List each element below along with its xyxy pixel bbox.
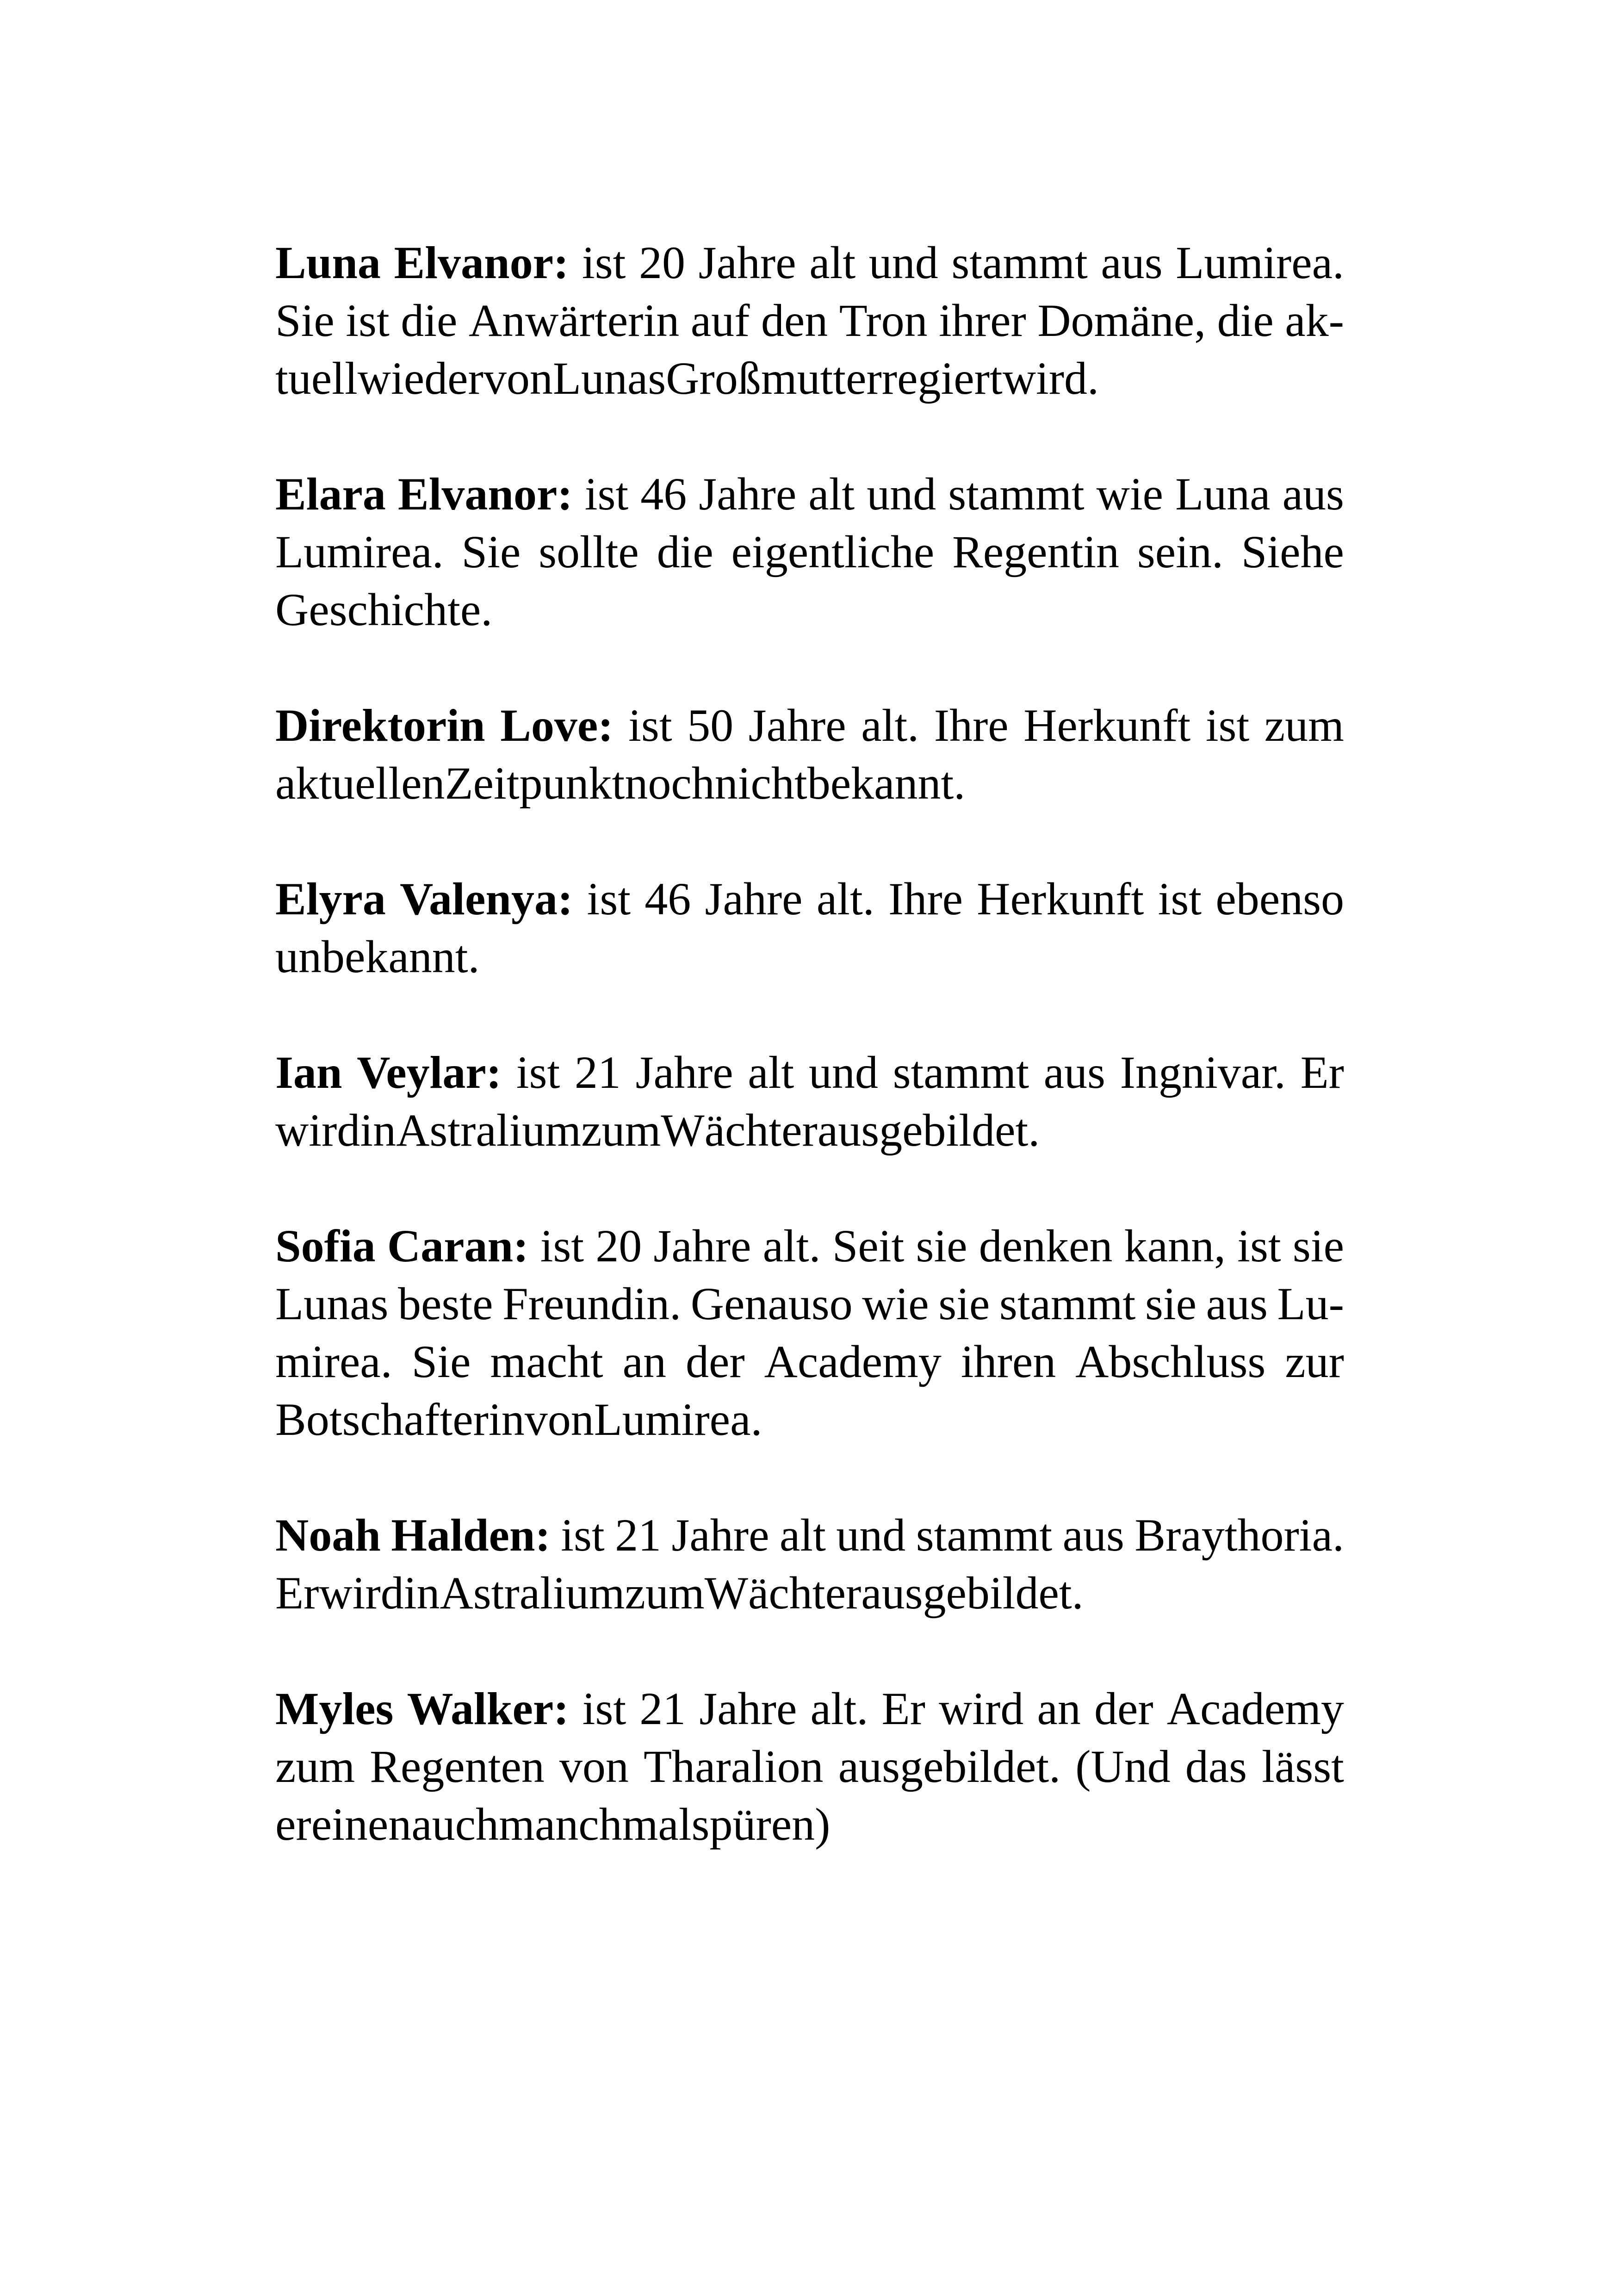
description-word: der (685, 1336, 745, 1387)
description-word: Freundin. (502, 1278, 682, 1329)
description-word: Luna (1175, 468, 1271, 520)
text-line (275, 754, 1344, 812)
description-word: nicht (714, 757, 807, 809)
description-word: Regentin (952, 526, 1120, 577)
description-word: 21 (639, 1683, 686, 1734)
text-line (275, 1795, 1344, 1853)
description-word: und (808, 1047, 878, 1098)
description-word: sollte (539, 526, 639, 577)
description-word: Braythoria. (1134, 1509, 1344, 1561)
description-word: wie (1096, 468, 1164, 520)
description-word: auch (411, 1799, 499, 1850)
text-line (275, 1275, 1344, 1333)
description-word: Botschafterin (275, 1394, 525, 1445)
description-word: und (867, 468, 936, 520)
description-word: Jahre (705, 873, 803, 925)
text-line (275, 1680, 1344, 1738)
description-word: und (836, 1509, 906, 1561)
character-entry (275, 234, 1344, 407)
description-word: in (403, 1567, 440, 1619)
description-word: Geschichte. (275, 584, 493, 635)
description-word: wieder (357, 353, 484, 404)
description-word: ist (540, 1220, 584, 1272)
description-word: von (483, 353, 553, 404)
description-word: ist (1158, 873, 1202, 925)
text-line (275, 1390, 1344, 1448)
description-word: Er (275, 1567, 319, 1619)
character-name-word: Sofia (275, 1220, 376, 1272)
text-line (275, 1564, 1344, 1622)
description-word: ausgebildet. (838, 1741, 1061, 1792)
description-word: Lumirea. (275, 526, 444, 577)
character-name-word: Halden: (391, 1509, 551, 1561)
description-word: Zeitpunkt (445, 757, 625, 809)
description-word: in (360, 1105, 397, 1156)
description-word: ist (582, 1683, 626, 1734)
description-word: eigentliche (731, 526, 935, 577)
description-word: Academy (764, 1336, 942, 1387)
description-word: Wächter (661, 1105, 818, 1156)
description-word: sie (916, 1220, 967, 1272)
description-word: Jahre (699, 1683, 797, 1734)
description-word: stammt (916, 1509, 1053, 1561)
description-word: wie (862, 1278, 929, 1329)
description-word: aus (1043, 1047, 1105, 1098)
description-word: alt. (810, 1683, 868, 1734)
text-line (275, 234, 1344, 292)
description-word: sein. (1137, 526, 1223, 577)
text-line (275, 1217, 1344, 1275)
description-word: 46 (640, 468, 687, 520)
description-word: wird (319, 1567, 404, 1619)
text-line (275, 523, 1344, 581)
description-word: Tron (839, 295, 928, 346)
description-word: Abschluss (1075, 1336, 1266, 1387)
description-word: ebenso (1215, 873, 1344, 925)
description-word: Jahre (748, 700, 846, 751)
description-word: Herkunft (1023, 700, 1191, 751)
character-entry (275, 1680, 1344, 1853)
description-word: ist (561, 1509, 605, 1561)
character-name-word: Walker: (407, 1683, 569, 1734)
description-word: Domäne, (1037, 295, 1206, 346)
description-word: Lunas (275, 1278, 389, 1329)
description-word: alt. (816, 873, 874, 925)
description-word: noch (625, 757, 715, 809)
description-word: alt (748, 1047, 794, 1098)
character-list (275, 234, 1344, 1911)
description-word: an (1037, 1683, 1081, 1734)
description-word: Astralium (396, 1105, 582, 1156)
description-word: stammt (948, 468, 1085, 520)
description-word: 21 (615, 1509, 662, 1561)
description-word: einen (311, 1799, 412, 1850)
description-word: wird. (1002, 353, 1099, 404)
description-word: Ihre (888, 873, 963, 925)
description-word: macht (490, 1336, 603, 1387)
description-word: Seit (832, 1220, 905, 1272)
description-word: wird (275, 1105, 360, 1156)
description-word: Großmutter (666, 353, 882, 404)
character-name-word: Noah (275, 1509, 381, 1561)
description-word: Er (881, 1683, 925, 1734)
description-word: bekannt. (807, 757, 966, 809)
description-word: Sie (461, 526, 521, 577)
character-name-word: Luna (275, 237, 381, 288)
description-word: denken (979, 1220, 1113, 1272)
description-word: die (1217, 295, 1274, 346)
text-line (275, 349, 1344, 407)
description-word: Jahre (671, 1509, 769, 1561)
description-word: ihren (961, 1336, 1056, 1387)
character-name-word: Ian (275, 1047, 342, 1098)
description-word: Sie (275, 295, 335, 346)
description-word: Astralium (440, 1567, 625, 1619)
description-word: ist (582, 237, 626, 288)
text-line (275, 1506, 1344, 1564)
description-word: 20 (639, 237, 685, 288)
description-word: auf (690, 295, 750, 346)
description-word: lässt (1262, 1741, 1344, 1792)
description-word: ist (1205, 700, 1250, 751)
description-word: von (559, 1741, 629, 1792)
description-word: 46 (645, 873, 691, 925)
character-name-word: Elyra (275, 873, 386, 925)
text-line (275, 1738, 1344, 1795)
description-word: beste (397, 1278, 493, 1329)
description-word: ist (516, 1047, 560, 1098)
description-word: mirea. (275, 1336, 392, 1387)
description-word: Lunas (552, 353, 666, 404)
description-word: aktuellen (275, 757, 445, 809)
text-line (275, 1101, 1344, 1159)
character-name-word: Elvanor: (397, 468, 573, 520)
text-line (275, 1043, 1344, 1101)
description-word: unbekannt. (275, 931, 480, 982)
description-word: sie (1145, 1278, 1197, 1329)
description-word: ihrer (939, 295, 1026, 346)
description-word: alt (808, 468, 855, 520)
description-word: ist (587, 873, 631, 925)
description-word: zum (275, 1741, 355, 1792)
description-word: die (401, 295, 458, 346)
description-word: manchmal (499, 1799, 692, 1850)
description-word: ausgebildet. (817, 1105, 1040, 1156)
text-line (275, 292, 1344, 349)
description-word: (Und (1075, 1741, 1171, 1792)
character-name-word: Elara (275, 468, 386, 520)
character-name-word: Valenya: (400, 873, 573, 925)
description-word: stammt (951, 237, 1088, 288)
description-word: Lumirea. (1176, 237, 1344, 288)
description-word: alt. (763, 1220, 821, 1272)
description-word: zum (1264, 700, 1344, 751)
description-word: der (1094, 1683, 1153, 1734)
text-line (275, 1333, 1344, 1390)
character-entry (275, 870, 1344, 986)
description-word: zum (625, 1567, 705, 1619)
character-name-word: Veylar: (357, 1047, 502, 1098)
description-word: Tharalion (643, 1741, 824, 1792)
description-word: alt (809, 237, 856, 288)
description-word: aus (1062, 1509, 1124, 1561)
description-word: Ihre (934, 700, 1009, 751)
description-word: an (622, 1336, 667, 1387)
description-word: zum (581, 1105, 661, 1156)
description-word: zur (1285, 1336, 1344, 1387)
description-word: Regenten (370, 1741, 545, 1792)
description-word: er (275, 1799, 311, 1850)
character-entry (275, 1506, 1344, 1622)
text-line (275, 870, 1344, 928)
text-line (275, 928, 1344, 986)
description-word: Er (1300, 1047, 1344, 1098)
description-word: aus (1101, 237, 1163, 288)
description-word: Jahre (635, 1047, 733, 1098)
description-word: die (657, 526, 713, 577)
description-word: regiert (881, 353, 1003, 404)
description-word: aus (1206, 1278, 1268, 1329)
description-word: ak- (1285, 295, 1344, 346)
character-entry (275, 1217, 1344, 1448)
description-word: Ingnivar. (1120, 1047, 1286, 1098)
description-word: und (868, 237, 938, 288)
description-word: kann, (1124, 1220, 1226, 1272)
description-word: Lumirea. (594, 1394, 763, 1445)
description-word: von (524, 1394, 594, 1445)
description-word: alt (779, 1509, 826, 1561)
description-word: spüren) (691, 1799, 831, 1850)
description-word: stammt (893, 1047, 1029, 1098)
description-word: 50 (687, 700, 734, 751)
description-word: Genauso (690, 1278, 853, 1329)
description-word: Jahre (698, 237, 796, 288)
description-word: ist (628, 700, 672, 751)
character-name-word: Love: (500, 700, 614, 751)
description-word: 20 (595, 1220, 642, 1272)
description-word: sie (1292, 1220, 1344, 1272)
description-word: Siehe (1241, 526, 1344, 577)
description-word: aus (1282, 468, 1344, 520)
character-entry (275, 465, 1344, 639)
description-word: ausgebildet. (861, 1567, 1084, 1619)
description-word: Jahre (653, 1220, 751, 1272)
description-word: wird (939, 1683, 1024, 1734)
text-line (275, 581, 1344, 639)
description-word: tuell (275, 353, 358, 404)
character-entry (275, 1043, 1344, 1159)
description-word: ist (1237, 1220, 1281, 1272)
description-word: das (1185, 1741, 1247, 1792)
description-word: alt. (861, 700, 919, 751)
description-word: Jahre (699, 468, 797, 520)
character-name-word: Caran: (387, 1220, 529, 1272)
description-word: ist (584, 468, 629, 520)
description-word: Lu- (1277, 1278, 1344, 1329)
description-word: Anwärterin (468, 295, 680, 346)
text-line (275, 696, 1344, 754)
description-word: stammt (999, 1278, 1136, 1329)
description-word: ist (346, 295, 390, 346)
description-word: Herkunft (977, 873, 1144, 925)
text-line (275, 465, 1344, 523)
character-name-word: Elvanor: (394, 237, 569, 288)
description-word: Wächter (704, 1567, 862, 1619)
description-word: Academy (1166, 1683, 1344, 1734)
character-entry (275, 696, 1344, 812)
description-word: den (761, 295, 828, 346)
description-word: sie (938, 1278, 990, 1329)
description-word: Sie (411, 1336, 471, 1387)
character-name-word: Myles (275, 1683, 394, 1734)
character-name-word: Direktorin (275, 700, 485, 751)
description-word: 21 (574, 1047, 621, 1098)
